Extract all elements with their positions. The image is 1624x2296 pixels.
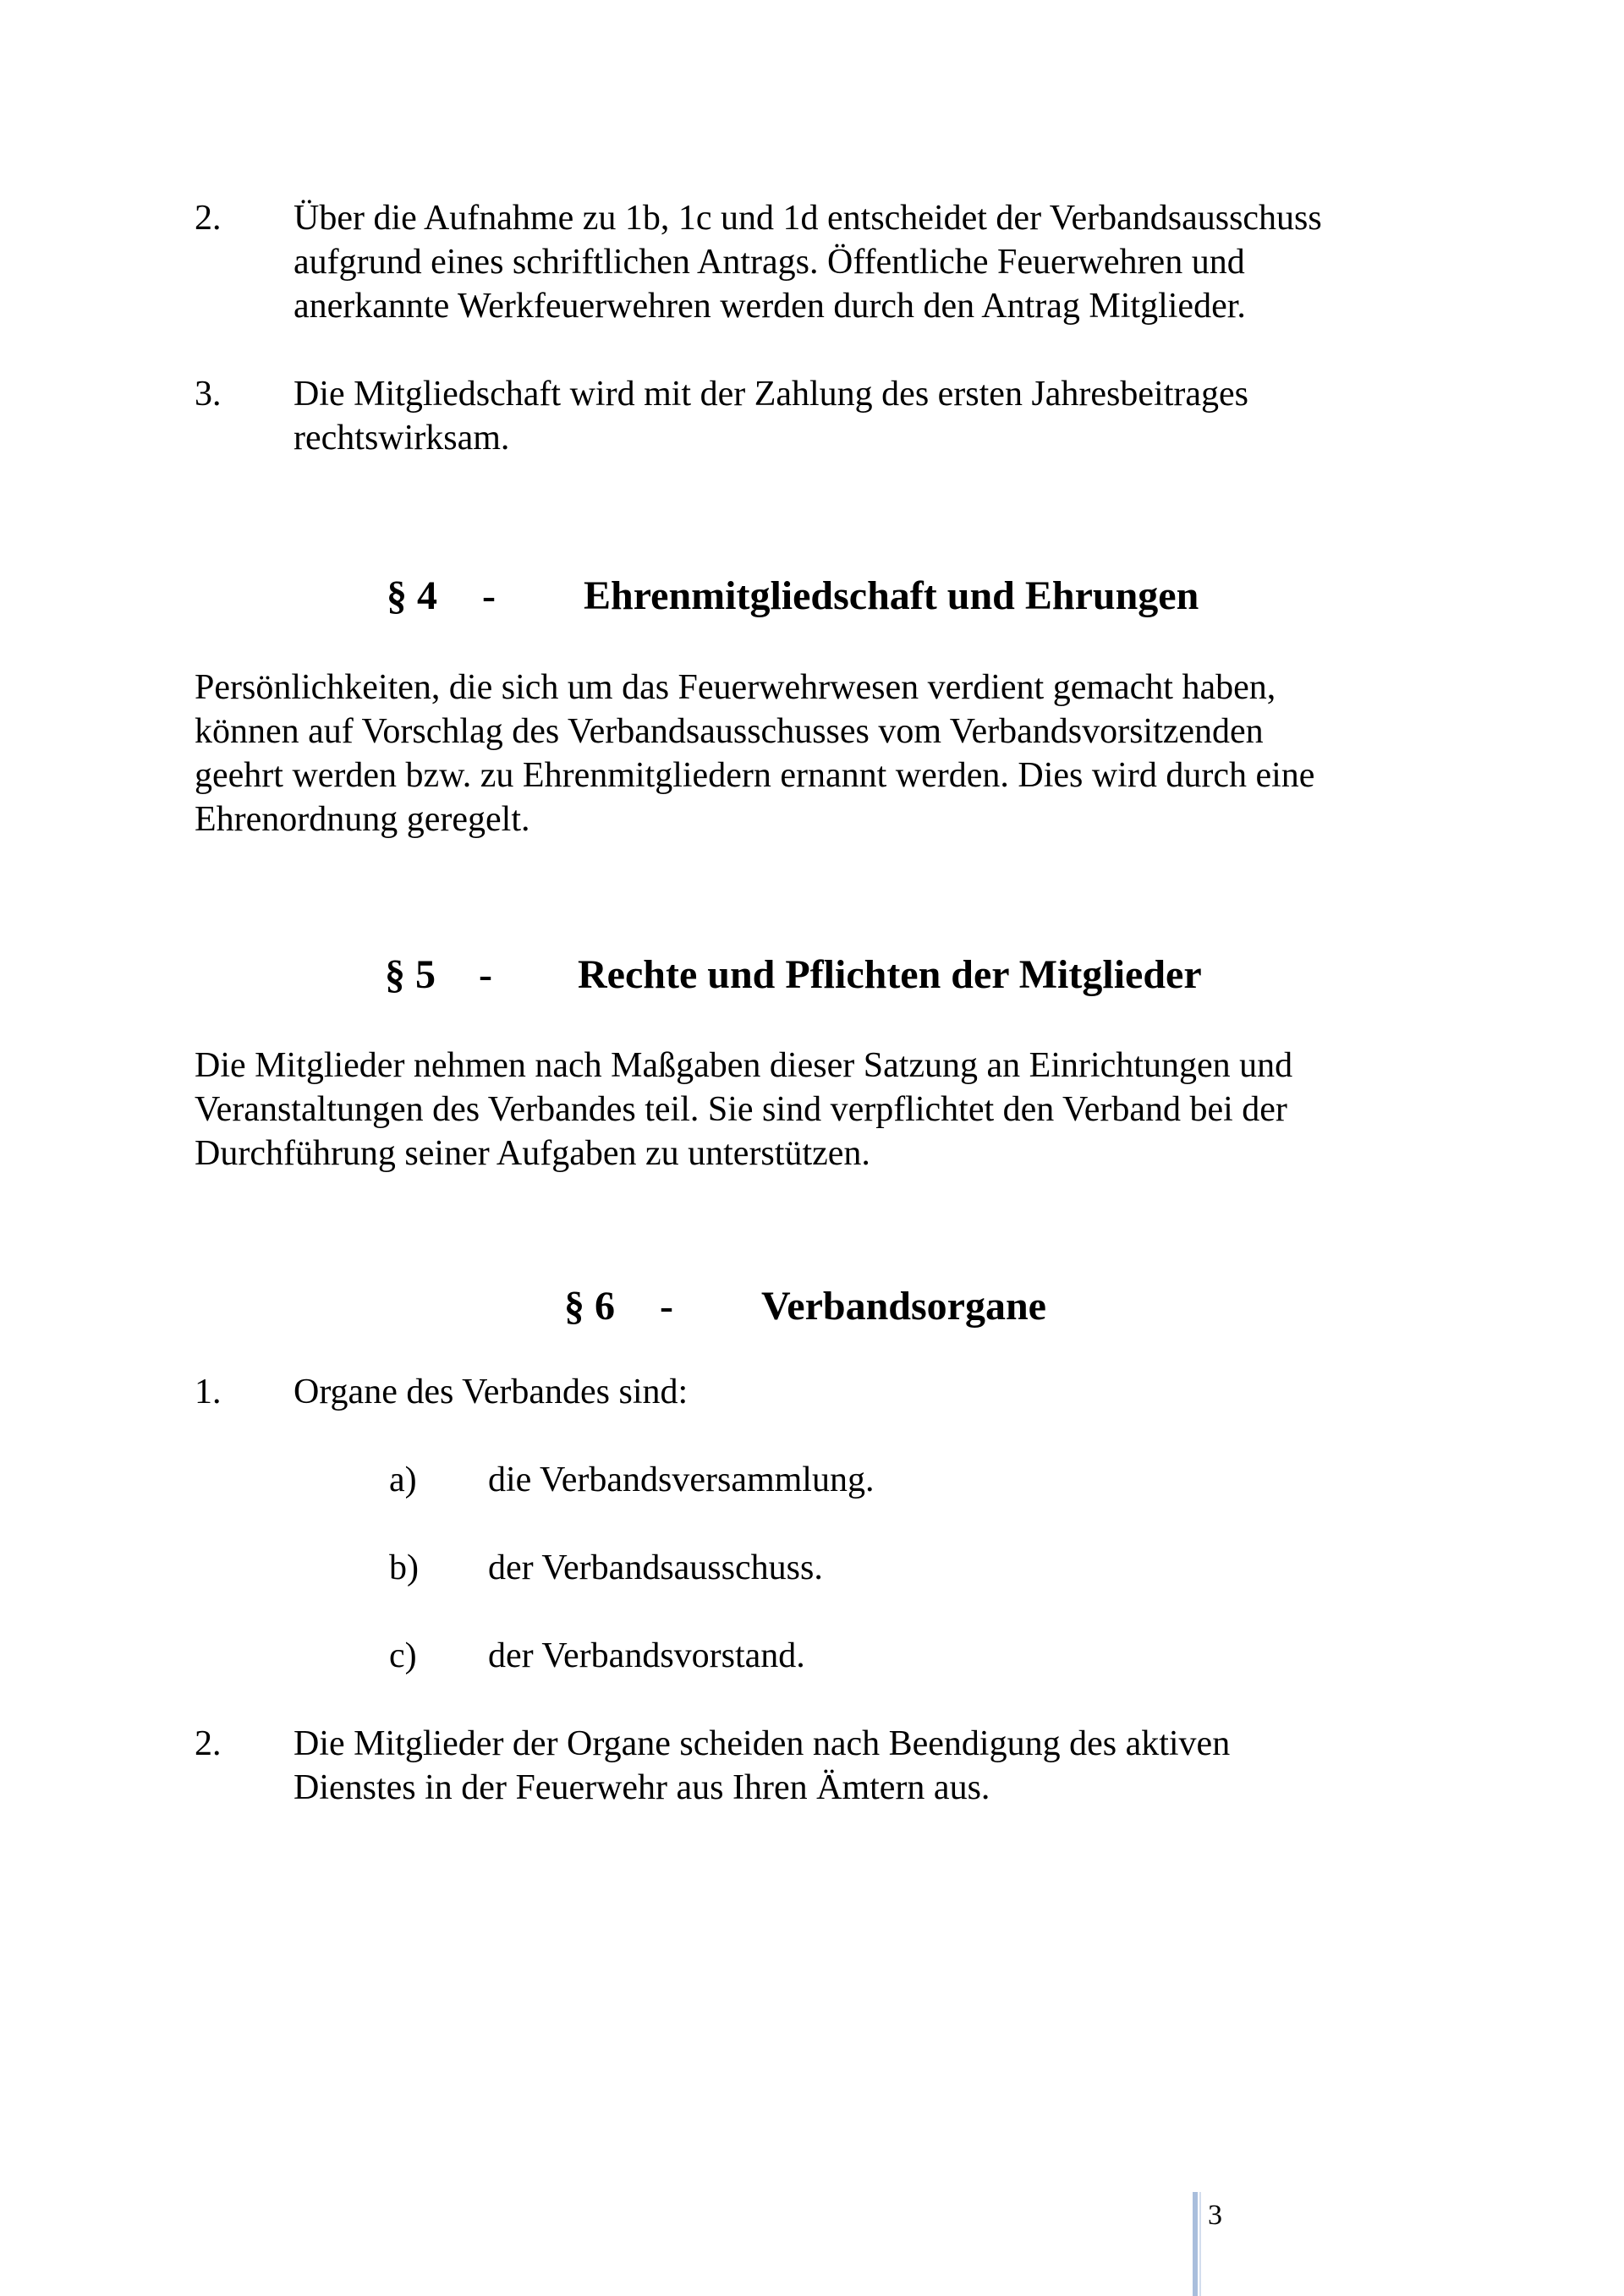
paragraph-line: Über die Aufnahme zu 1b, 1c und 1d entscheidet der Verbandsausschuss bbox=[294, 199, 1322, 238]
page-number-rule bbox=[1193, 2192, 1198, 2296]
paragraph-line: anerkannte Werkfeuerwehren werden durch den Antrag Mitglieder. bbox=[294, 287, 1246, 326]
paragraph-line: Durchführung seiner Aufgaben zu unterstützen. bbox=[195, 1134, 870, 1173]
paragraph-line: Ehrenordnung geregelt. bbox=[195, 800, 530, 839]
section-dash: - bbox=[660, 1284, 673, 1329]
page-number-rule-inner bbox=[1199, 2192, 1201, 2296]
section-number: § 4 bbox=[387, 573, 437, 618]
section-number: § 6 bbox=[564, 1284, 615, 1329]
paragraph-line: aufgrund eines schriftlichen Antrags. Öffentliche Feuerwehren und bbox=[294, 243, 1245, 282]
list-number: 3. bbox=[195, 375, 222, 414]
section-title: Ehrenmitgliedschaft und Ehrungen bbox=[584, 573, 1199, 618]
paragraph-line: geehrt werden bzw. zu Ehrenmitgliedern ernannt werden. Dies wird durch eine bbox=[195, 756, 1315, 795]
sublist-item: der Verbandsausschuss. bbox=[488, 1548, 823, 1587]
list-number: 2. bbox=[195, 1724, 222, 1763]
sublist-letter: b) bbox=[389, 1548, 419, 1587]
section-title: Verbandsorgane bbox=[761, 1284, 1046, 1329]
page-number: 3 bbox=[1208, 2200, 1222, 2231]
paragraph-line: rechtswirksam. bbox=[294, 419, 510, 458]
sublist-letter: c) bbox=[389, 1636, 417, 1675]
paragraph-line: Die Mitglieder der Organe scheiden nach Beendigung des aktiven bbox=[294, 1724, 1231, 1763]
sublist-item: die Verbandsversammlung. bbox=[488, 1460, 875, 1499]
paragraph-line: Die Mitgliedschaft wird mit der Zahlung des ersten Jahresbeitrages bbox=[294, 375, 1248, 414]
section-dash: - bbox=[482, 573, 496, 618]
sublist-item: der Verbandsvorstand. bbox=[488, 1636, 805, 1675]
paragraph-line: können auf Vorschlag des Verbandsausschusses vom Verbandsvorsitzenden bbox=[195, 712, 1264, 751]
sublist-letter: a) bbox=[389, 1460, 417, 1499]
section-title: Rechte und Pflichten der Mitglieder bbox=[578, 952, 1202, 997]
paragraph-line: Veranstaltungen des Verbandes teil. Sie sind verpflichtet den Verband bei der bbox=[195, 1090, 1287, 1129]
section-number: § 5 bbox=[385, 952, 436, 997]
paragraph-line: Persönlichkeiten, die sich um das Feuerwehrwesen verdient gemacht haben, bbox=[195, 668, 1276, 707]
paragraph-line: Die Mitglieder nehmen nach Maßgaben dieser Satzung an Einrichtungen und bbox=[195, 1046, 1293, 1085]
paragraph-line: Organe des Verbandes sind: bbox=[294, 1373, 689, 1411]
list-number: 1. bbox=[195, 1373, 222, 1411]
section-dash: - bbox=[479, 952, 492, 997]
paragraph-line: Dienstes in der Feuerwehr aus Ihren Ämtern aus. bbox=[294, 1768, 990, 1807]
list-number: 2. bbox=[195, 199, 222, 238]
